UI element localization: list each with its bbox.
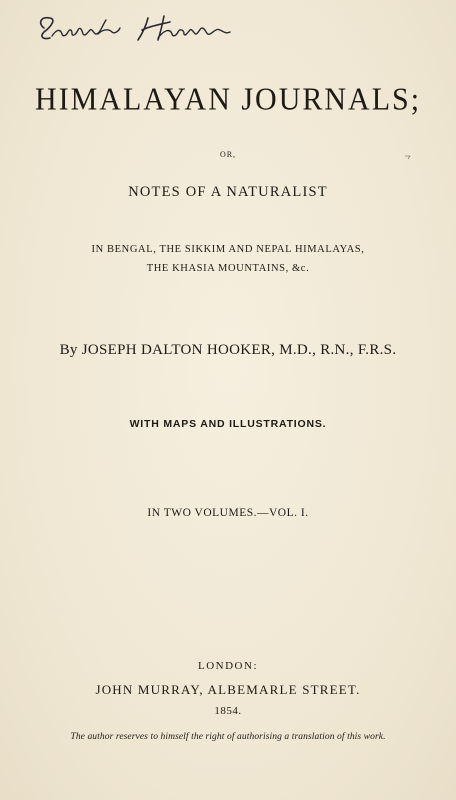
book-subtitle: NOTES OF A NATURALIST bbox=[128, 184, 328, 200]
rights-notice: The author reserves to himself the right of authorising a translation of this work. bbox=[70, 732, 386, 742]
author-line: By JOSEPH DALTON HOOKER, M.D., R.N., F.R.S. bbox=[59, 342, 397, 358]
paper-mark bbox=[404, 152, 412, 160]
title-conjunction: OR, bbox=[219, 150, 237, 159]
locations-line-1: IN BENGAL, THE SIKKIM AND NEPAL HIMALAYAS, bbox=[91, 244, 365, 255]
handwritten-signature bbox=[30, 6, 270, 50]
publication-place: LONDON: bbox=[198, 660, 258, 672]
publisher-name: JOHN MURRAY, ALBEMARLE STREET. bbox=[95, 682, 361, 697]
publication-year: 1854. bbox=[214, 705, 242, 717]
volume-statement: IN TWO VOLUMES.—VOL. I. bbox=[147, 507, 309, 519]
illustrations-note: WITH MAPS AND ILLUSTRATIONS. bbox=[129, 418, 327, 430]
locations-line-2: THE KHASIA MOUNTAINS, &c. bbox=[146, 263, 310, 274]
book-title: HIMALAYAN JOURNALS; bbox=[34, 82, 422, 117]
